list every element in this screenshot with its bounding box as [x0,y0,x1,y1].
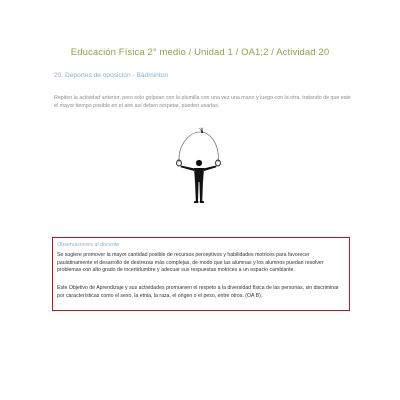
person-figure [181,160,217,203]
teacher-notes-box [52,237,350,311]
notes-paragraph-1: Se sugiere promover la mayor cantidad posible de recursos perceptivos y habilidades motrices para favorecer paulatinamente el desarrollo de destrezas más complejas, de modo que las alumnas y los alumnos puedan resolver problemas con alto grado de incertidumbre y adecuar sus respuestas motrices a un espacio cambiante. [57,252,324,274]
badminton-player-illustration [170,126,228,208]
notes-paragraph-2: Este Objetivo de Aprendizaje y sus actividades promueven el respeto a la diversidad física de las personas, sin discriminar por características como el sexo, la etnia, la raza, el origen o el peso, entre otros. (OA B). [57,285,339,299]
trajectory-arc [179,132,218,162]
notes-title: Observaciones al docente [57,242,120,248]
page-title: Educación Física 2° medio / Unidad 1 / OA1;2 / Actividad 20 [70,47,330,58]
section-heading: 20. Deportes de oposición - Bádminton [54,72,168,79]
activity-instruction: Repiten la actividad anterior, pero solo golpean con la plumilla con una vez una mano y luego con la otra, tratando de que este el mayor tiempo posible en el aire así deben respetar, pueden usarlas. [54,95,351,109]
